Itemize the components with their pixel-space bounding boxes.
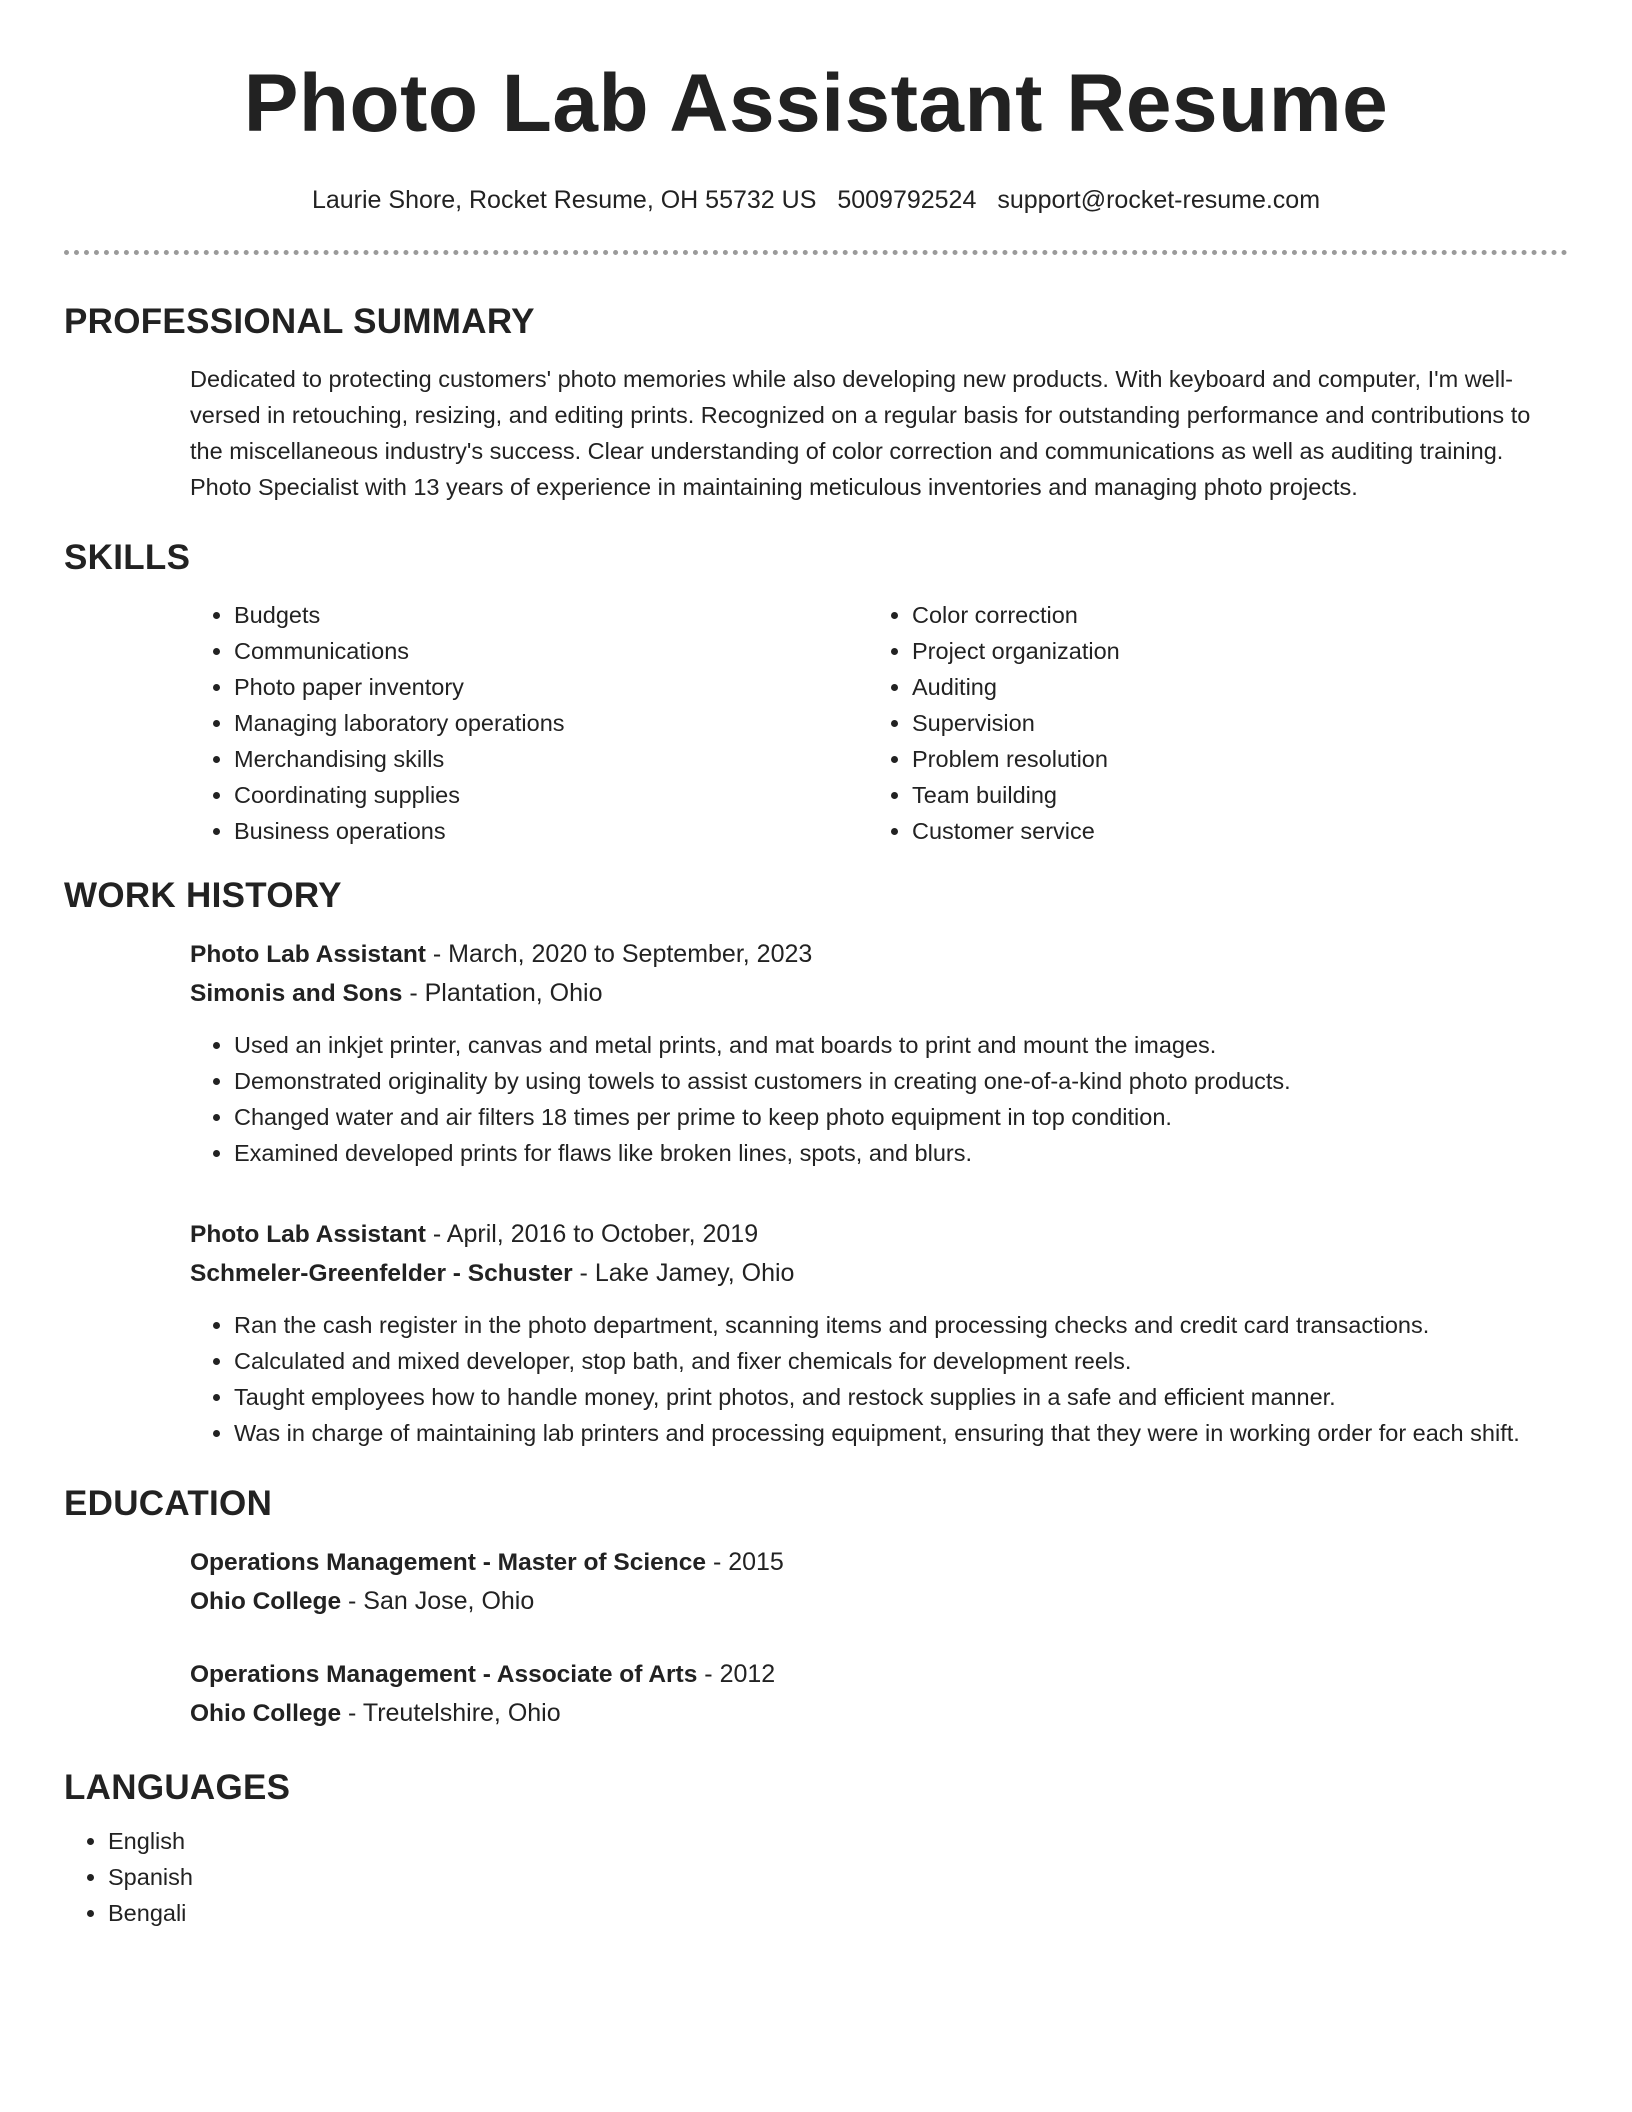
job-location: - Lake Jamey, Ohio — [572, 1259, 795, 1287]
skill-item: • Color correction — [912, 597, 1546, 633]
job-title-line — [190, 935, 1568, 974]
job-bullets — [190, 1027, 1568, 1171]
job-title: Photo Lab Assistant — [190, 1221, 426, 1248]
work-history-heading: WORK HISTORY — [64, 876, 342, 915]
contact-phone: 5009792524 — [837, 186, 977, 214]
skill-item: • Auditing — [912, 669, 1546, 705]
job-bullet: • Examined developed prints for flaws like broken lines, spots, and blurs. — [234, 1135, 1568, 1171]
job-title: Photo Lab Assistant — [190, 941, 426, 968]
job-entry — [190, 935, 1568, 1171]
summary-text: Dedicated to protecting customers' photo memories while also developing new products. With keyboard and computer, I'm well-versed in retouching, resizing, and editing prints. Recognized on a regular basis for outstanding performance and contributions to the miscellaneous industry's success. Clear understanding of color correction and communications as well as auditing training. Photo Specialist with 13 years of experience in maintaining meticulous inventories and managing photo projects. — [190, 366, 1531, 500]
skills-grid — [190, 597, 1568, 849]
summary-heading: PROFESSIONAL SUMMARY — [64, 302, 535, 341]
skill-item: • Photo paper inventory — [234, 669, 868, 705]
job-title-line — [190, 1215, 1568, 1254]
education-school-line — [190, 1694, 1568, 1733]
skills-column-right — [868, 597, 1546, 849]
skill-item: • Communications — [234, 633, 868, 669]
education-entry — [190, 1543, 1568, 1621]
skill-item: • Merchandising skills — [234, 741, 868, 777]
education-degree-line — [190, 1655, 1568, 1694]
education-degree-line — [190, 1543, 1568, 1582]
job-bullet: • Changed water and air filters 18 times per prime to keep photo equipment in top condition. — [234, 1099, 1568, 1135]
education-location: - San Jose, Ohio — [341, 1587, 535, 1615]
job-company-line — [190, 1254, 1568, 1293]
job-bullet: • Was in charge of maintaining lab printers and processing equipment, ensuring that they were in working order for each shift. — [234, 1415, 1568, 1451]
skill-item: • Business operations — [234, 813, 868, 849]
education-degree: Operations Management - Associate of Arts — [190, 1661, 698, 1688]
skill-item: • Coordinating supplies — [234, 777, 868, 813]
education-year: - 2012 — [697, 1660, 776, 1688]
contact-email: support@rocket-resume.com — [997, 186, 1321, 214]
contact-address: Laurie Shore, Rocket Resume, OH 55732 US — [311, 186, 817, 214]
skills-column-left — [190, 597, 868, 849]
contact-line — [64, 184, 1568, 216]
education-location: - Treutelshire, Ohio — [341, 1699, 561, 1727]
skill-item: • Project organization — [912, 633, 1546, 669]
resume-title: Photo Lab Assistant Resume — [243, 58, 1389, 149]
skill-item: • Problem resolution — [912, 741, 1546, 777]
job-entry — [190, 1215, 1568, 1451]
job-company: Schmeler-Greenfelder - Schuster — [190, 1260, 573, 1287]
languages-heading: LANGUAGES — [64, 1768, 291, 1807]
education-school: Ohio College — [190, 1588, 342, 1615]
job-company: Simonis and Sons — [190, 980, 403, 1007]
job-bullet: • Calculated and mixed developer, stop bath, and fixer chemicals for development reels. — [234, 1343, 1568, 1379]
job-company-line — [190, 974, 1568, 1013]
header-divider — [64, 250, 1568, 255]
education-heading: EDUCATION — [64, 1484, 273, 1523]
skill-item: • Team building — [912, 777, 1546, 813]
language-item: • Spanish — [108, 1859, 1568, 1895]
skills-heading: SKILLS — [64, 538, 191, 577]
skill-item: • Budgets — [234, 597, 868, 633]
languages-list — [64, 1823, 1568, 1931]
skill-item: • Managing laboratory operations — [234, 705, 868, 741]
language-item: • English — [108, 1823, 1568, 1859]
job-location: - Plantation, Ohio — [402, 979, 603, 1007]
job-bullets — [190, 1307, 1568, 1451]
job-dates: - April, 2016 to October, 2019 — [425, 1220, 759, 1248]
education-year: - 2015 — [706, 1548, 784, 1576]
job-bullet: • Taught employees how to handle money, print photos, and restock supplies in a safe and efficient manner. — [234, 1379, 1568, 1415]
job-bullet: • Used an inkjet printer, canvas and metal prints, and mat boards to print and mount the images. — [234, 1027, 1568, 1063]
education-school: Ohio College — [190, 1700, 342, 1727]
job-bullet: • Ran the cash register in the photo department, scanning items and processing checks and credit card transactions. — [234, 1307, 1568, 1343]
skill-item: • Customer service — [912, 813, 1546, 849]
education-degree: Operations Management - Master of Science — [190, 1549, 706, 1576]
education-school-line — [190, 1582, 1568, 1621]
education-entry — [190, 1655, 1568, 1733]
job-dates: - March, 2020 to September, 2023 — [425, 940, 813, 968]
language-item: • Bengali — [108, 1895, 1568, 1931]
job-bullet: • Demonstrated originality by using towels to assist customers in creating one-of-a-kind photo products. — [234, 1063, 1568, 1099]
skill-item: • Supervision — [912, 705, 1546, 741]
